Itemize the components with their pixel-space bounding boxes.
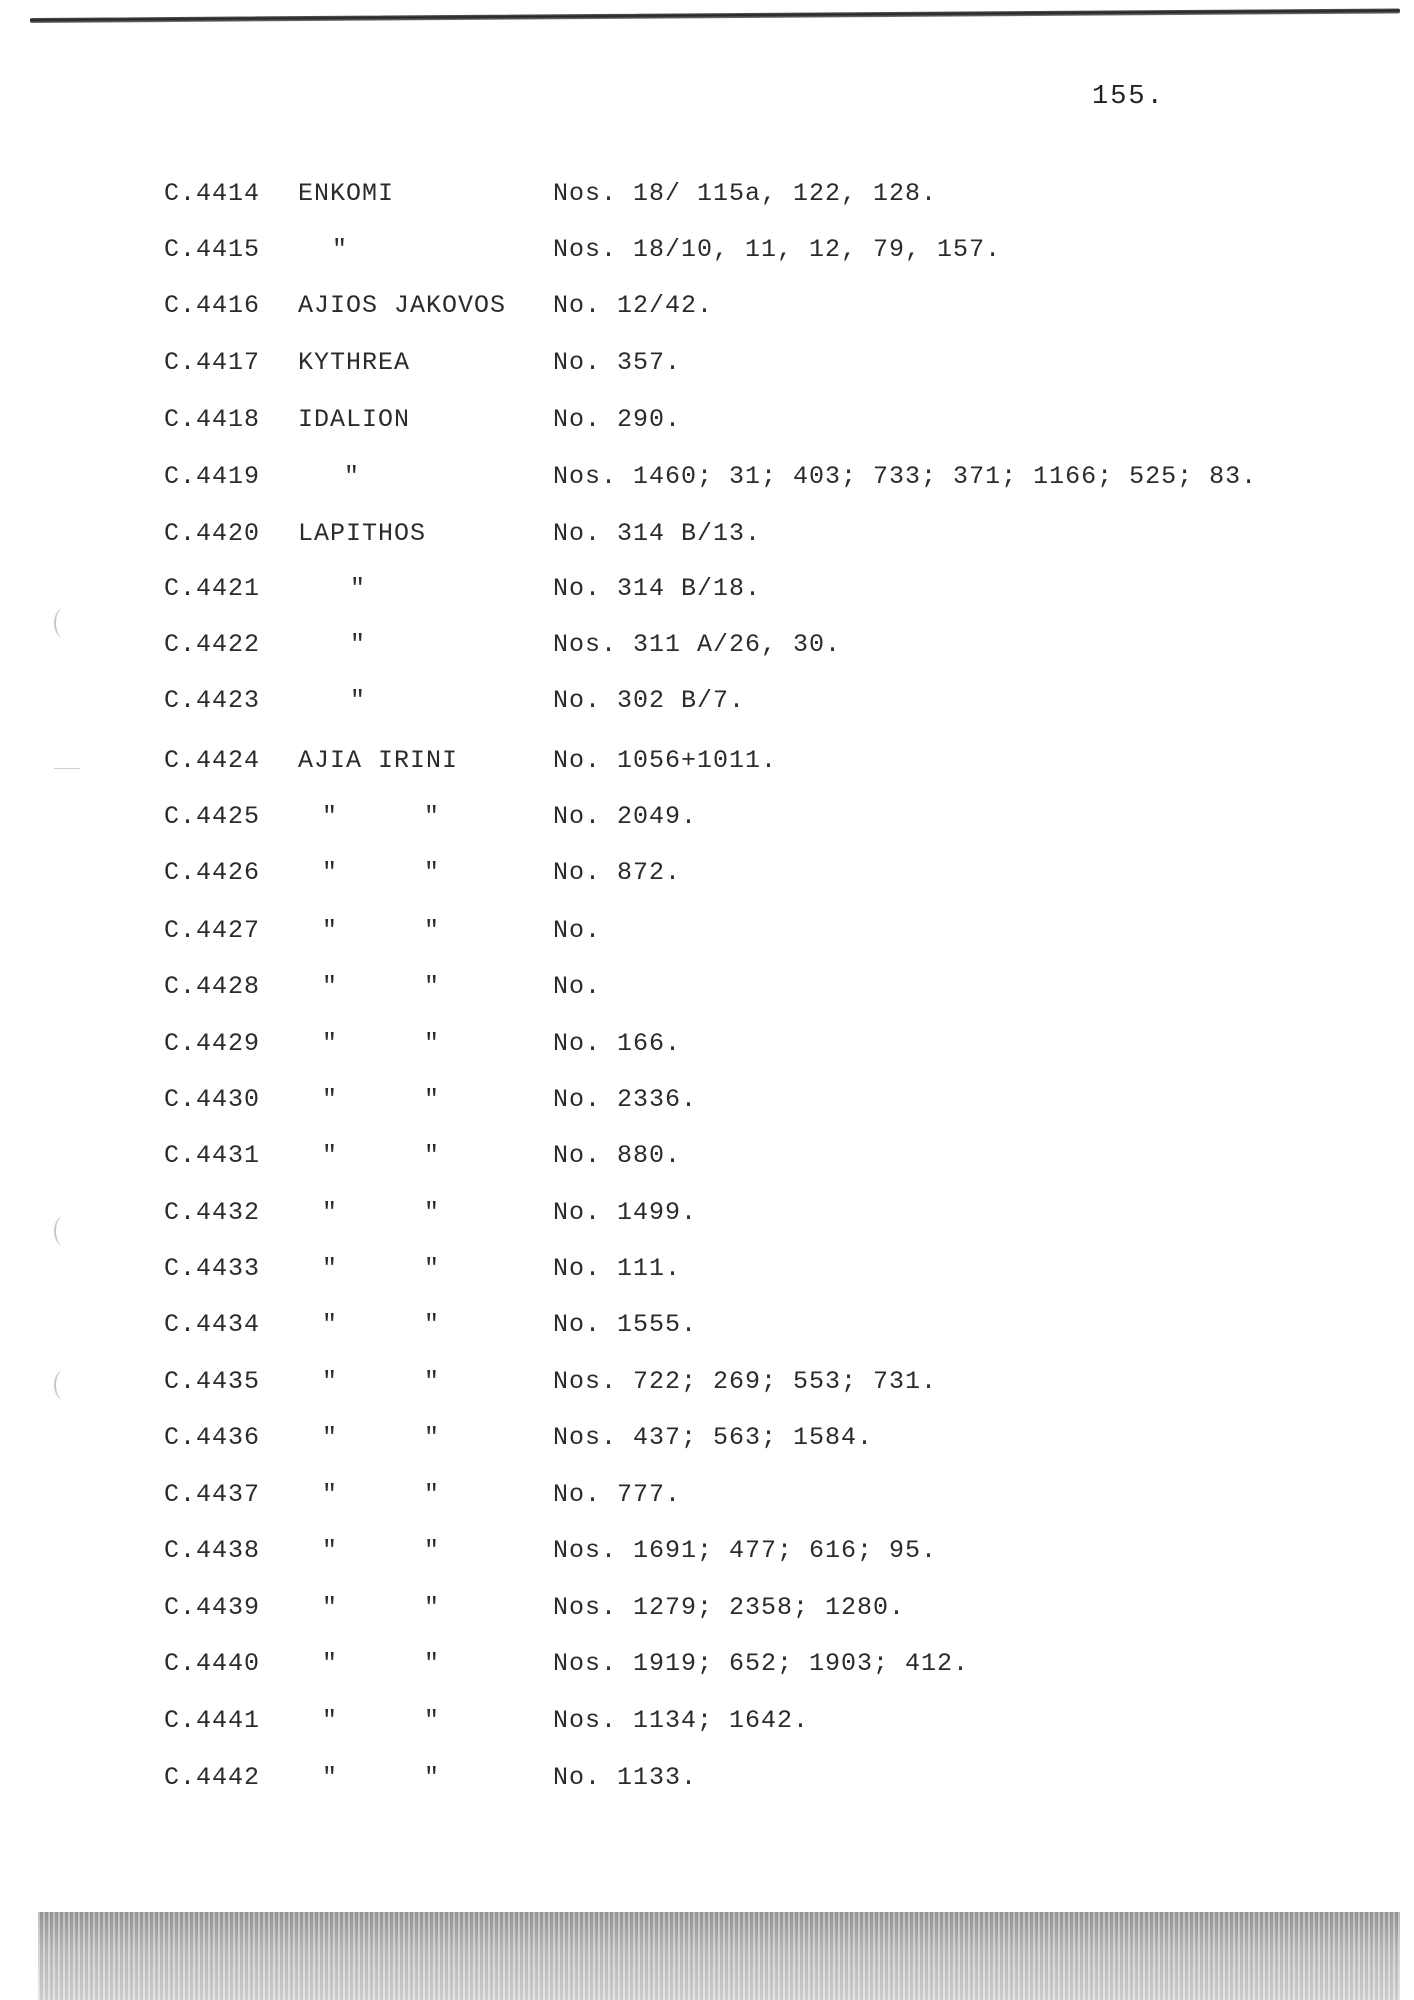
object-numbers: No. 166.: [553, 1029, 682, 1058]
ditto-mark: ": [344, 462, 360, 491]
ditto-mark: ": [322, 1029, 338, 1058]
catalogue-code: C.4422: [164, 630, 261, 659]
entry-row: [0, 1418, 1414, 1458]
entry-row: [0, 286, 1414, 326]
object-numbers: No. 1499.: [553, 1198, 698, 1227]
punch-hole-mark: [54, 1370, 74, 1400]
object-numbers: No.: [553, 916, 602, 945]
ditto-mark: ": [322, 1649, 338, 1678]
ditto-mark: ": [424, 1706, 440, 1735]
entry-row: [0, 625, 1414, 665]
entry-row: [0, 741, 1414, 781]
catalogue-code: C.4425: [164, 802, 261, 831]
object-numbers: Nos. 1279; 2358; 1280.: [553, 1593, 906, 1622]
catalogue-code: C.4420: [164, 519, 261, 548]
ditto-mark: ": [424, 1649, 440, 1678]
ditto-mark: ": [424, 1763, 440, 1792]
catalogue-code: C.4433: [164, 1254, 261, 1283]
ditto-mark: ": [350, 574, 366, 603]
catalogue-code: C.4439: [164, 1593, 261, 1622]
catalogue-code: C.4417: [164, 348, 261, 377]
ditto-mark: ": [322, 1706, 338, 1735]
object-numbers: Nos. 1691; 477; 616; 95.: [553, 1536, 938, 1565]
ditto-mark: ": [322, 1367, 338, 1396]
catalogue-code: C.4426: [164, 858, 261, 887]
entry-row: [0, 1701, 1414, 1741]
object-numbers: Nos. 18/10, 11, 12, 79, 157.: [553, 235, 1002, 264]
entry-row: [0, 1080, 1414, 1120]
entry-row: [0, 174, 1414, 214]
catalogue-code: C.4418: [164, 405, 261, 434]
scan-edge-band: [38, 1912, 1400, 2000]
catalogue-code: C.4434: [164, 1310, 261, 1339]
catalogue-code: C.4428: [164, 972, 261, 1001]
catalogue-code: C.4436: [164, 1423, 261, 1452]
ditto-mark: ": [322, 1141, 338, 1170]
catalogue-code: C.4442: [164, 1763, 261, 1792]
catalogue-code: C.4427: [164, 916, 261, 945]
entry-row: [0, 967, 1414, 1007]
entry-row: [0, 1475, 1414, 1515]
ditto-mark: ": [424, 1480, 440, 1509]
ditto-mark: ": [424, 1423, 440, 1452]
page-number: 155.: [1092, 82, 1165, 112]
object-numbers: No.: [553, 972, 602, 1001]
ditto-mark: ": [424, 1085, 440, 1114]
ditto-mark: ": [350, 630, 366, 659]
object-numbers: No. 872.: [553, 858, 682, 887]
punch-hole-mark: [54, 768, 80, 769]
entry-row: [0, 681, 1414, 721]
entry-row: [0, 1193, 1414, 1233]
catalogue-code: C.4437: [164, 1480, 261, 1509]
site-name: KYTHREA: [298, 348, 411, 377]
entry-row: [0, 911, 1414, 951]
object-numbers: No. 1056+1011.: [553, 746, 778, 775]
object-numbers: No. 12/42.: [553, 291, 714, 320]
ditto-mark: ": [322, 972, 338, 1001]
object-numbers: No. 290.: [553, 405, 682, 434]
ditto-mark: ": [424, 1310, 440, 1339]
catalogue-code: C.4430: [164, 1085, 261, 1114]
ditto-mark: ": [322, 1593, 338, 1622]
object-numbers: Nos. 1134; 1642.: [553, 1706, 810, 1735]
catalogue-code: C.4419: [164, 462, 261, 491]
ditto-mark: ": [332, 235, 348, 264]
entry-row: [0, 1588, 1414, 1628]
ditto-mark: ": [322, 802, 338, 831]
ditto-mark: ": [424, 1367, 440, 1396]
catalogue-code: C.4416: [164, 291, 261, 320]
catalogue-code: C.4414: [164, 179, 261, 208]
site-name: LAPITHOS: [298, 519, 427, 548]
object-numbers: No. 111.: [553, 1254, 682, 1283]
entry-row: [0, 343, 1414, 383]
entry-row: [0, 853, 1414, 893]
ditto-mark: ": [424, 802, 440, 831]
punch-hole-mark: [54, 608, 74, 638]
entry-row: [0, 797, 1414, 837]
catalogue-code: C.4432: [164, 1198, 261, 1227]
catalogue-code: C.4440: [164, 1649, 261, 1678]
catalogue-code: C.4431: [164, 1141, 261, 1170]
object-numbers: No. 302 B/7.: [553, 686, 746, 715]
ditto-mark: ": [424, 916, 440, 945]
ditto-mark: ": [424, 1198, 440, 1227]
ditto-mark: ": [424, 1254, 440, 1283]
ditto-mark: ": [424, 1536, 440, 1565]
catalogue-code: C.4423: [164, 686, 261, 715]
ditto-mark: ": [424, 1593, 440, 1622]
entry-row: [0, 1644, 1414, 1684]
entry-row: [0, 1531, 1414, 1571]
ditto-mark: ": [322, 1763, 338, 1792]
object-numbers: No. 314 B/13.: [553, 519, 762, 548]
entry-row: [0, 1362, 1414, 1402]
catalogue-code: C.4438: [164, 1536, 261, 1565]
object-numbers: No. 777.: [553, 1480, 682, 1509]
object-numbers: Nos. 18/ 115a, 122, 128.: [553, 179, 938, 208]
object-numbers: Nos. 722; 269; 553; 731.: [553, 1367, 938, 1396]
ditto-mark: ": [322, 1536, 338, 1565]
site-name: IDALION: [298, 405, 411, 434]
ditto-mark: ": [424, 1141, 440, 1170]
ditto-mark: ": [322, 1480, 338, 1509]
punch-hole-mark: [54, 1216, 74, 1246]
entry-row: [0, 457, 1414, 497]
site-name: AJIA IRINI: [298, 746, 459, 775]
site-name: AJIOS JAKOVOS: [298, 291, 507, 320]
catalogue-code: C.4429: [164, 1029, 261, 1058]
catalogue-code: C.4415: [164, 235, 261, 264]
object-numbers: No. 357.: [553, 348, 682, 377]
object-numbers: No. 1133.: [553, 1763, 698, 1792]
object-numbers: No. 880.: [553, 1141, 682, 1170]
ditto-mark: ": [424, 972, 440, 1001]
object-numbers: Nos. 1919; 652; 1903; 412.: [553, 1649, 970, 1678]
ditto-mark: ": [322, 1254, 338, 1283]
object-numbers: No. 2049.: [553, 802, 698, 831]
ditto-mark: ": [322, 1423, 338, 1452]
object-numbers: No. 2336.: [553, 1085, 698, 1114]
entry-row: [0, 230, 1414, 270]
ditto-mark: ": [322, 1310, 338, 1339]
catalogue-code: C.4441: [164, 1706, 261, 1735]
entry-row: [0, 400, 1414, 440]
ditto-mark: ": [424, 858, 440, 887]
entry-row: [0, 1024, 1414, 1064]
catalogue-code: C.4424: [164, 746, 261, 775]
entry-row: [0, 569, 1414, 609]
entry-row: [0, 1249, 1414, 1289]
catalogue-code: C.4435: [164, 1367, 261, 1396]
entry-row: [0, 1305, 1414, 1345]
entry-row: [0, 1758, 1414, 1798]
object-numbers: Nos. 311 A/26, 30.: [553, 630, 842, 659]
entry-row: [0, 1136, 1414, 1176]
site-name: ENKOMI: [298, 179, 395, 208]
object-numbers: No. 314 B/18.: [553, 574, 762, 603]
object-numbers: Nos. 437; 563; 1584.: [553, 1423, 874, 1452]
ditto-mark: ": [322, 1198, 338, 1227]
entry-row: [0, 514, 1414, 554]
object-numbers: No. 1555.: [553, 1310, 698, 1339]
ditto-mark: ": [322, 1085, 338, 1114]
ditto-mark: ": [424, 1029, 440, 1058]
ditto-mark: ": [322, 858, 338, 887]
object-numbers: Nos. 1460; 31; 403; 733; 371; 1166; 525; 83.: [553, 462, 1258, 491]
catalogue-code: C.4421: [164, 574, 261, 603]
ditto-mark: ": [350, 686, 366, 715]
ditto-mark: ": [322, 916, 338, 945]
